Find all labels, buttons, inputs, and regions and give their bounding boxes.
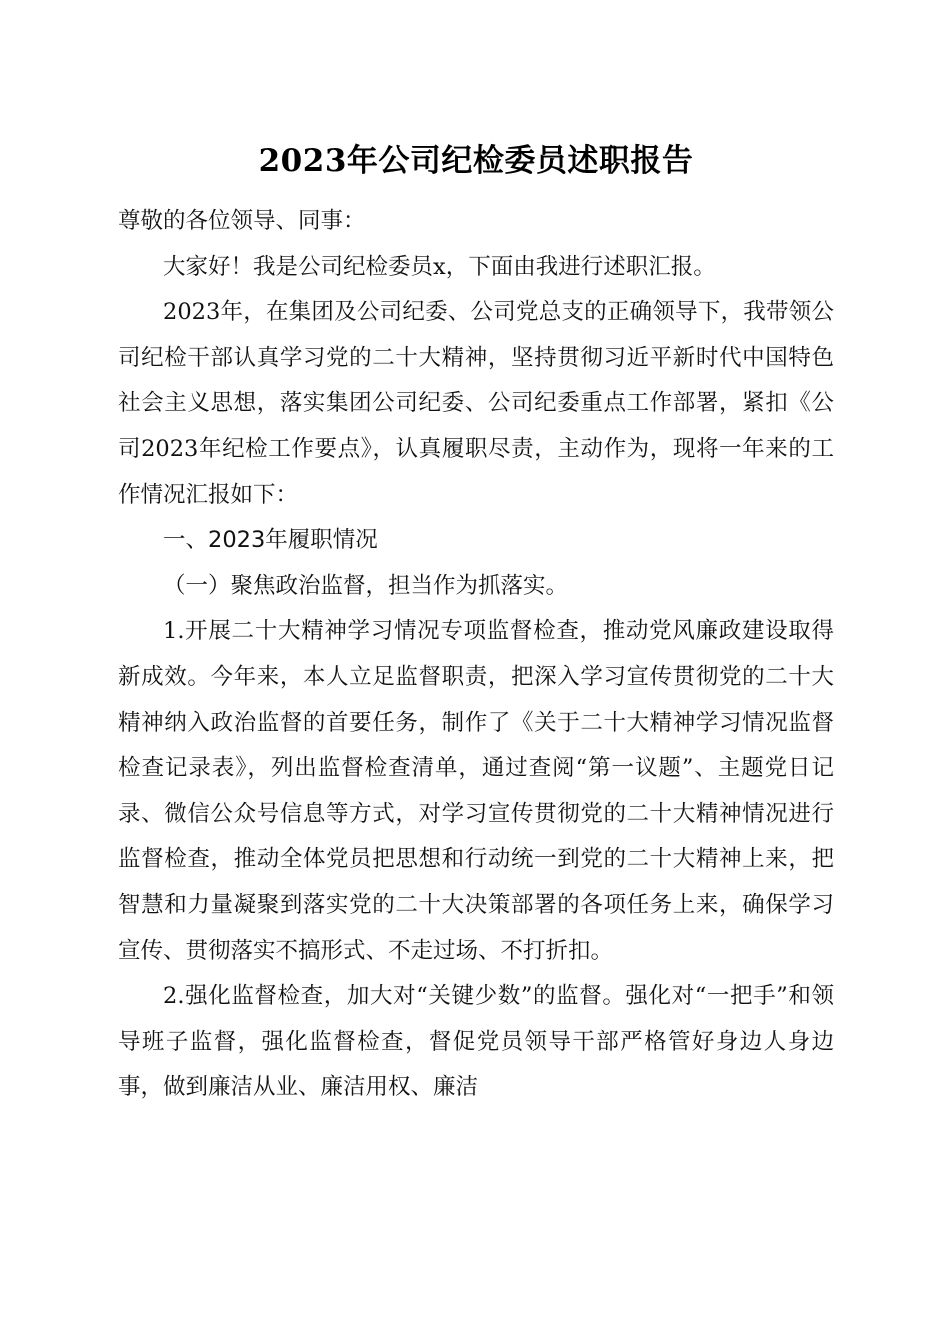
document-page [118,0,834,1344]
item-2-paragraph: 2.强化监督检查，加大对“关键少数”的监督。强化对“一把手”和领导班子监督，强化监督检查，督促党员领导干部严格管好身边人身边事，做到廉洁从业、廉洁用权、廉洁 [118,983,834,1101]
greeting-paragraph: 大家好！我是公司纪检委员x，下面由我进行述职汇报。 [163,253,716,280]
item-1-paragraph: 1.开展二十大精神学习情况专项监督检查，推动党风廉政建设取得新成效。今年来，本人立足监督职责，把深入学习宣传贯彻党的二十大精神纳入政治监督的首要任务，制作了《关于二十大精神学习情况监督检查记录表》，列出监督检查清单，通过查阅“第一议题”、主题党日记录、微信公众号信息等方式，对学习宣传贯彻党的二十大精神情况进行监督检查，推动全体党员把思想和行动统一到党的二十大精神上来，把智慧和力量凝聚到落实党的二十大决策部署的各项任务上来，确保学习宣传、贯彻落实不搞形式、不走过场、不打折扣。 [118,618,834,964]
document-title: 2023年公司纪检委员述职报告 [258,143,694,179]
salutation-paragraph: 尊敬的各位领导、同事： [118,208,366,234]
document-body [118,199,834,1111]
section-heading: 一、2023年履职情况 [163,527,378,554]
intro-paragraph: 2023年，在集团及公司纪委、公司党总支的正确领导下，我带领公司纪检干部认真学习党的二十大精神，坚持贯彻习近平新时代中国特色社会主义思想，落实集团公司纪委、公司纪委重点工作部署，紧扣《公司2023年纪检工作要点》，认真履职尽责，主动作为，现将一年来的工作情况汇报如下： [118,299,834,508]
subsection-heading: （一）聚焦政治监督，担当作为抓落实。 [163,572,569,599]
